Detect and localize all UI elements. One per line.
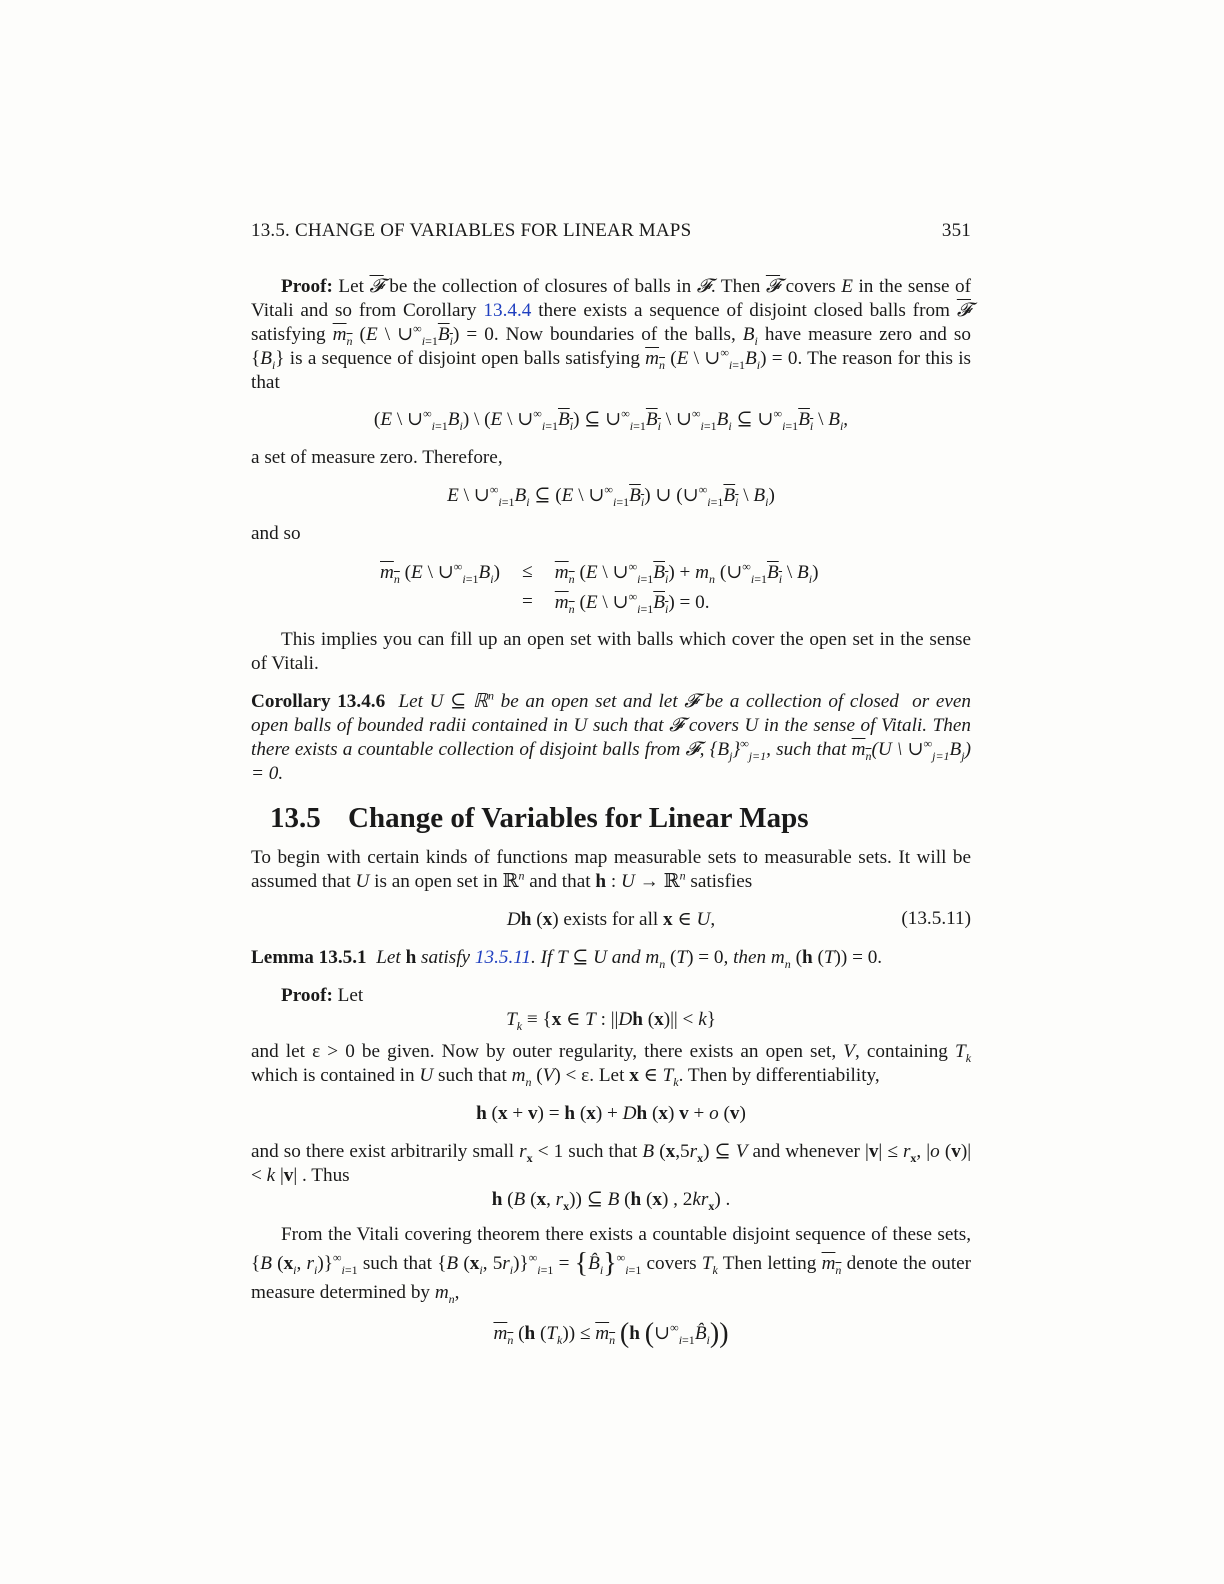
proof-paragraph: Proof: Let 𝓕 be the collection of closures of balls in 𝓕. Then 𝓕 covers E in the sense of Vitali and so from Corollary 13.4.4 there exists a sequence of disjoint closed balls from 𝓕 satisfying $m_n$ (E \ $\cup^\infty_{i=1}B_i) = 0$. Now boundaries of the balls, $B_i$ have measure zero and so $\{B_i\}$ is a sequence of disjoint open balls satisfying $m_n$ (E \ $\cup^\infty_{i=1}B_i) = 0$. The reason for this is that <box>251 276 971 393</box>
equation-13-5-11: Dh (x) exists for all x ∈ U, <box>506 909 716 930</box>
proof2-start <box>251 984 971 1008</box>
proof-label: Proof: <box>281 276 333 297</box>
equation-differentiability: h (x + v) = h (x) + Dh (x) v + o (v) <box>476 1103 746 1124</box>
text-measure-zero: a set of measure zero. Therefore, <box>251 447 503 468</box>
equation-tk-def: $T_k \equiv \{x$ ∈ T : ||Dh (x)|| < k} <box>506 1009 716 1033</box>
corollary-label: Corollary 13.4.6 <box>251 691 386 712</box>
paragraph-outer-regularity: and let ε > 0 be given. Now by outer regularity, there exists an open set, V, containing $T_k$ which is contained in U such that $m_n$ (V) < ε. Let x ∈ $T_k$. Then by differentiability, <box>251 1041 972 1089</box>
running-header-title: 13.5. CHANGE OF VARIABLES FOR LINEAR MAPS <box>251 220 692 241</box>
equation-link[interactable]: 13.5.11 <box>474 947 532 968</box>
equation-number: (13.5.11) <box>901 908 971 929</box>
section-heading <box>270 802 809 835</box>
page-number: 351 <box>941 220 971 241</box>
proof2-label: Proof: <box>281 985 333 1006</box>
equation-set-difference: (E \ $\cup^\infty_{i=1}B_i$) \ (E \ $\cup^\infty_{i=1}B_i$) ⊆ $\cup^\infty_{i=1}B_i$ \ $\cup^\infty_{i=1}B_i$ ⊆ $\cup^\infty_{i=1}B_i$ \ $B_i$, <box>373 406 849 433</box>
lemma-label: Lemma 13.5.1 <box>251 947 367 968</box>
running-header <box>251 220 971 242</box>
proof2-let: Let <box>337 985 364 1006</box>
text-implies: This implies you can fill up an open set with balls which cover the open set in the sense of Vitali. <box>251 629 971 674</box>
text-and-so: and so <box>251 523 301 544</box>
section-intro: To begin with certain kinds of functions map measurable sets to measurable sets. It will be assumed that U is an open set in ℝ$^n$ and that h : U → ℝ$^n$ satisfies <box>251 847 971 892</box>
equation-outer-measure: $m_n$ (h $(T_k)) \le m_n$ (h $(\cup^\infty_{i=1}B̂_i)$) <box>493 1318 729 1349</box>
equation-array: $m_n$ (E \ $\cup^\infty_{i=1}B_i$) ≤ $m_n$ (E \ $\cup^\infty_{i=1}B_i) + m_n$ ($\cup^\infty_{i=1}B_i$ \ $B_i$) = $m_n$ (E \ $\cup^\infty_{i=1}B_i) = 0$. <box>380 559 819 616</box>
lemma-13-5-1: Lemma 13.5.1 Let h satisfy 13.5.11. If T ⊆ U and $m_n$ (T) = 0, then $m_n$ (h (T)) = 0. <box>251 947 883 971</box>
paragraph-arbitrarily-small: and so there exist arbitrarily small $r_x < 1$ such that B $(x,5r_x)$ ⊆ V and whenever $|v| \le r_x$, |o (v)| < k |v| . Thus <box>251 1141 972 1186</box>
section-number: 13.5 <box>270 802 321 834</box>
section-title: Change of Variables for Linear Maps <box>348 802 809 834</box>
paragraph-vitali-covering: From the Vitali covering theorem there exists a countable disjoint sequence of these sets, {B ($x_i$, $r_i)\}^\infty_{i=1}$ such that {B ($x_i$, $5r_i)\}^\infty_{i=1}$ = $\{B̂_i\}^\infty_{i=1}$ covers $T_k$ Then letting $m_n$ denote the outer measure determined by $m_n$, <box>251 1224 972 1306</box>
corollary-13-4-6: Corollary 13.4.6 Let U ⊆ ℝ$^n$ be an open set and let 𝓕 be a collection of closed or even open balls of bounded radii contained in U such that 𝓕 covers U in the sense of Vitali. Then there exists a countable collection of disjoint balls from 𝓕, $\{B_j\}^\infty_{j=1}$, such that $m_n(U$ \ $\cup^\infty_{j=1}B_j) = 0$. <box>251 688 972 784</box>
equation-ball-image: h (B (x, $r_x$)) ⊆ B (h (x) , $2kr_x$) . <box>491 1189 731 1213</box>
equation-inclusion: E \ $\cup^\infty_{i=1}B_i$ ⊆ (E \ $\cup^\infty_{i=1}B_i$) ∪ ($\cup^\infty_{i=1}B_i$ \ $B_i$) <box>447 482 775 509</box>
corollary-link[interactable]: 13.4.4 <box>483 300 532 321</box>
